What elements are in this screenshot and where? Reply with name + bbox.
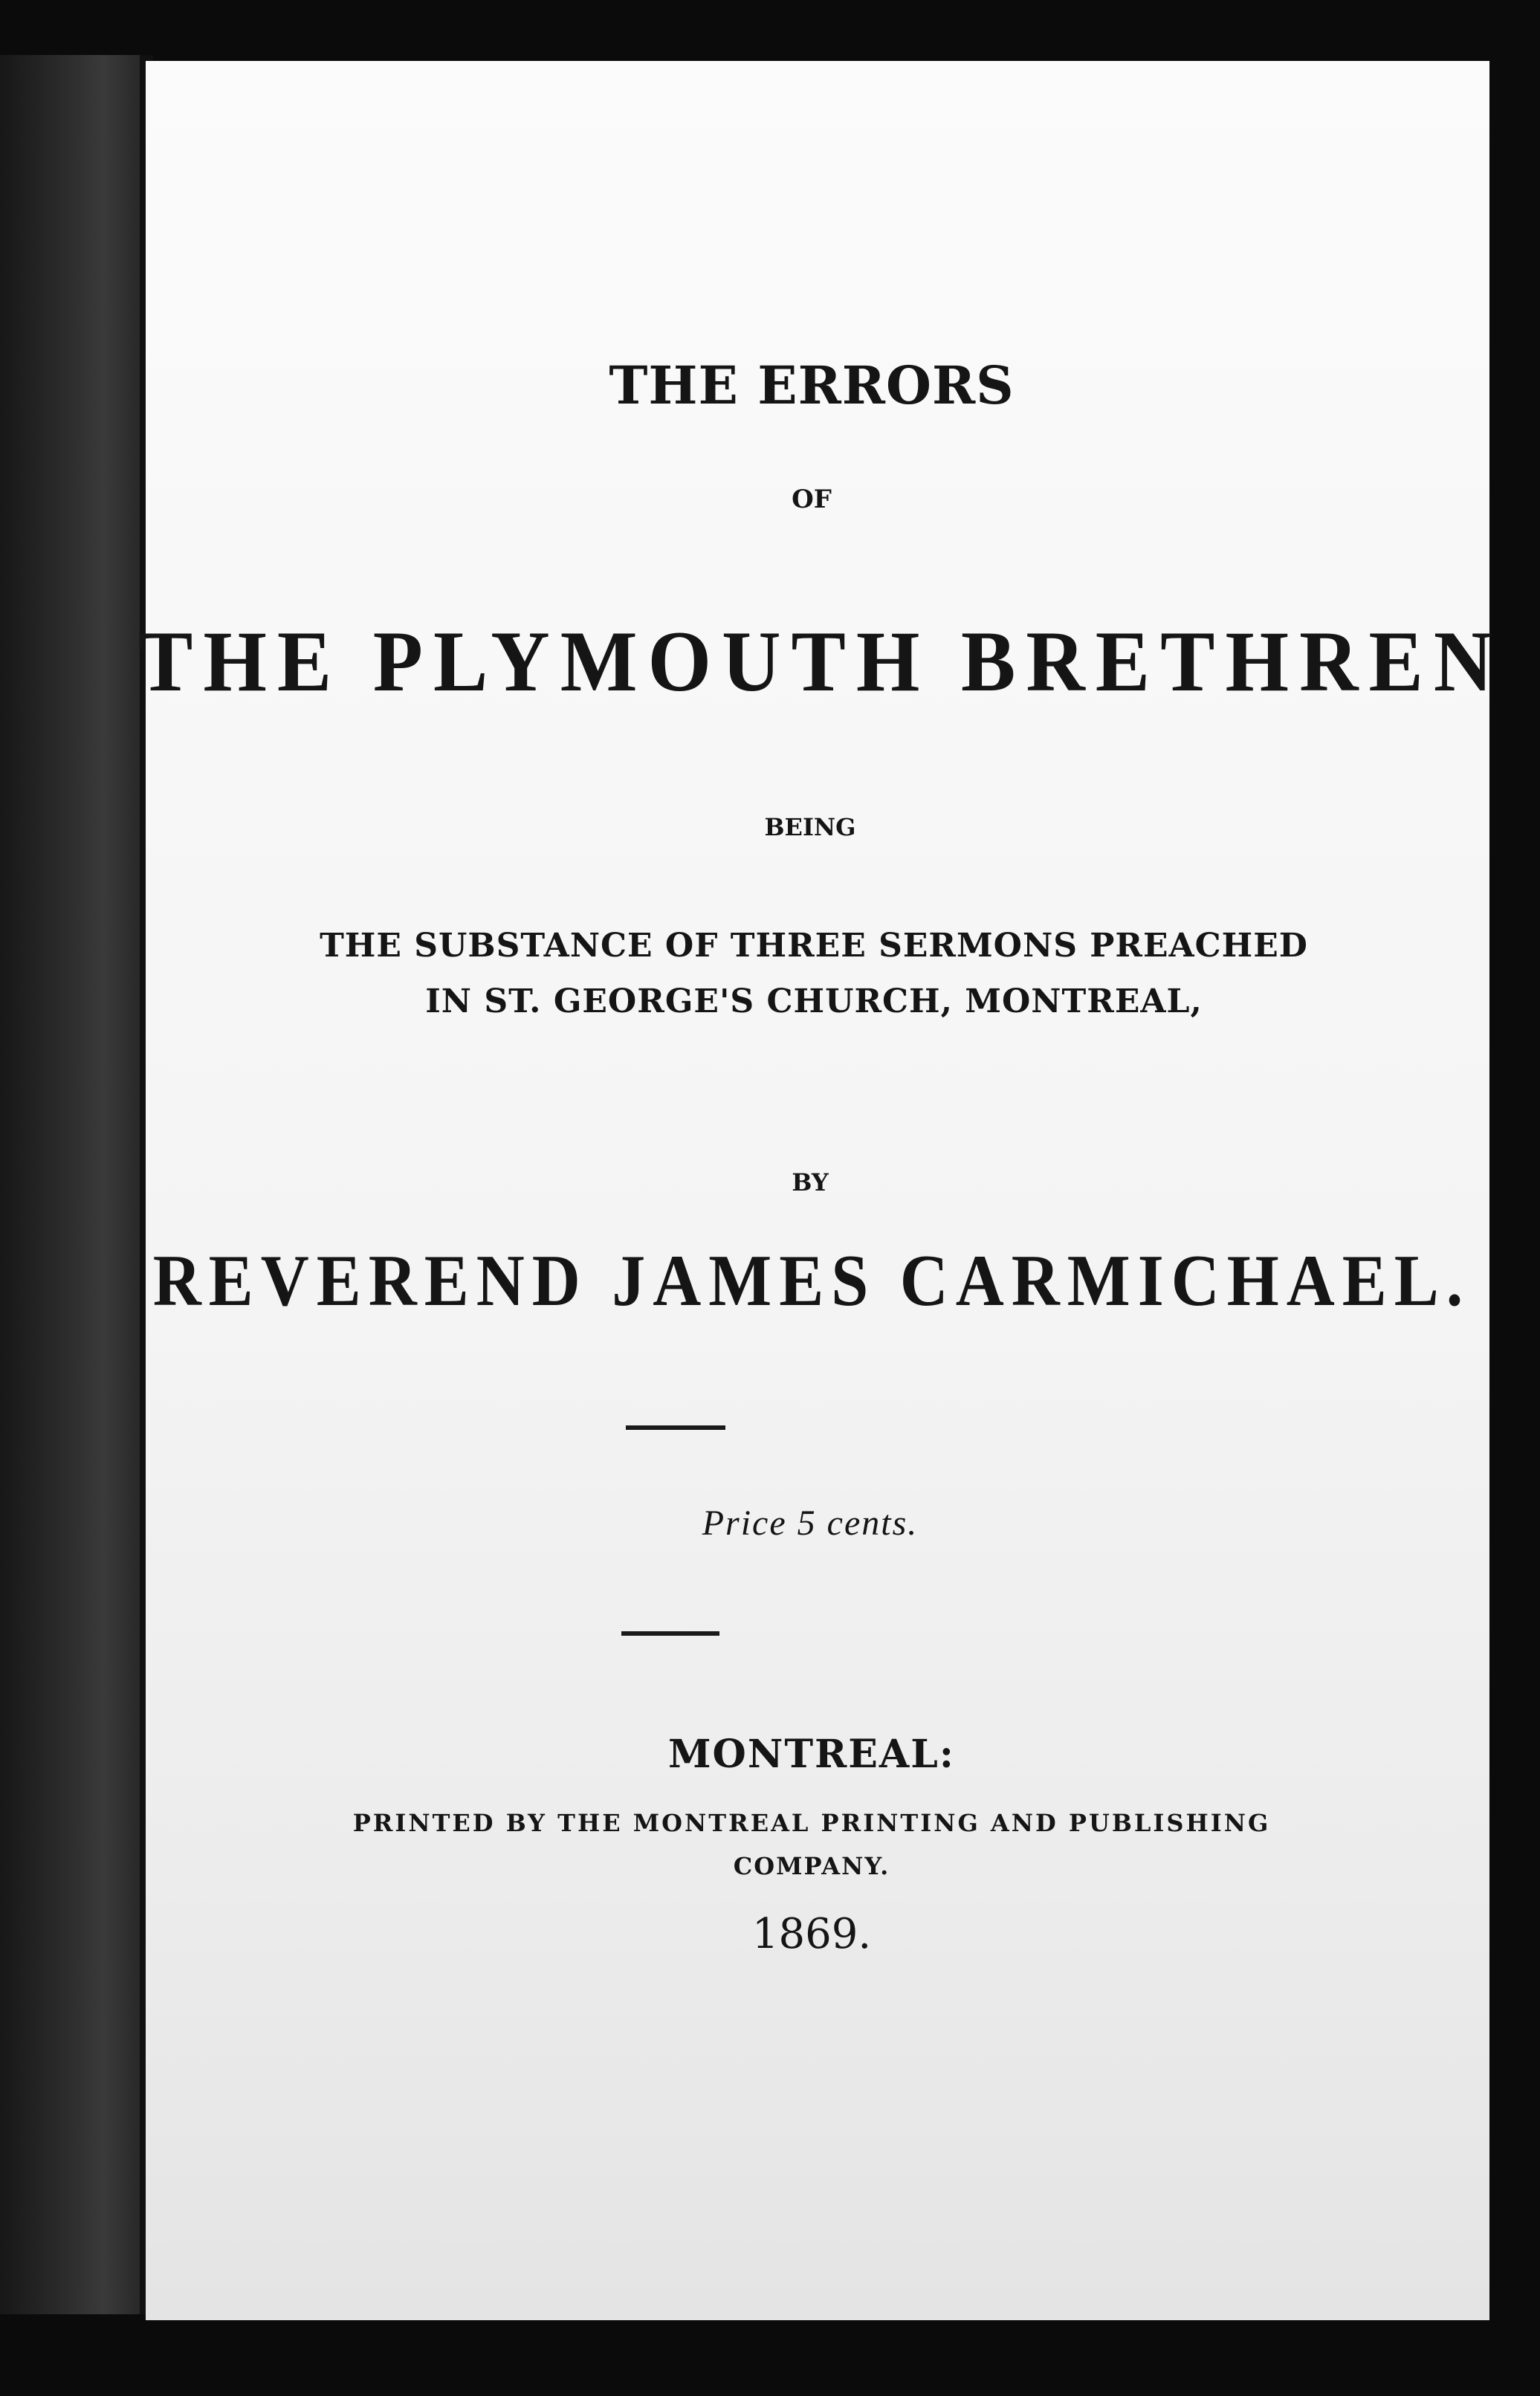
imprint-printer-line-2: COMPANY. bbox=[733, 1852, 890, 1880]
price-text: Price 5 cents. bbox=[702, 1503, 919, 1543]
by-label: BY bbox=[792, 1168, 829, 1197]
divider-rule-bottom bbox=[621, 1631, 719, 1636]
book-spine bbox=[0, 55, 149, 2314]
subtitle-line-2: IN ST. GEORGE'S CHURCH, MONTREAL, bbox=[425, 982, 1203, 1020]
subtitle-line-1: THE SUBSTANCE OF THREE SERMONS PREACHED bbox=[320, 927, 1308, 965]
being-label: BEING bbox=[764, 813, 856, 841]
divider-rule-top bbox=[626, 1425, 725, 1430]
imprint-printer-line-1: PRINTED BY THE MONTREAL PRINTING AND PUBLISHING bbox=[352, 1809, 1271, 1837]
imprint-year: 1869. bbox=[751, 1910, 872, 1958]
main-title: THE PLYMOUTH BRETHREN bbox=[138, 613, 1504, 710]
imprint-place: MONTREAL: bbox=[667, 1732, 956, 1777]
author-name: REVEREND JAMES CARMICHAEL. bbox=[152, 1240, 1471, 1321]
title-line-errors: THE ERRORS bbox=[609, 354, 1015, 416]
title-line-of: OF bbox=[792, 485, 832, 514]
title-page bbox=[138, 61, 1504, 2320]
